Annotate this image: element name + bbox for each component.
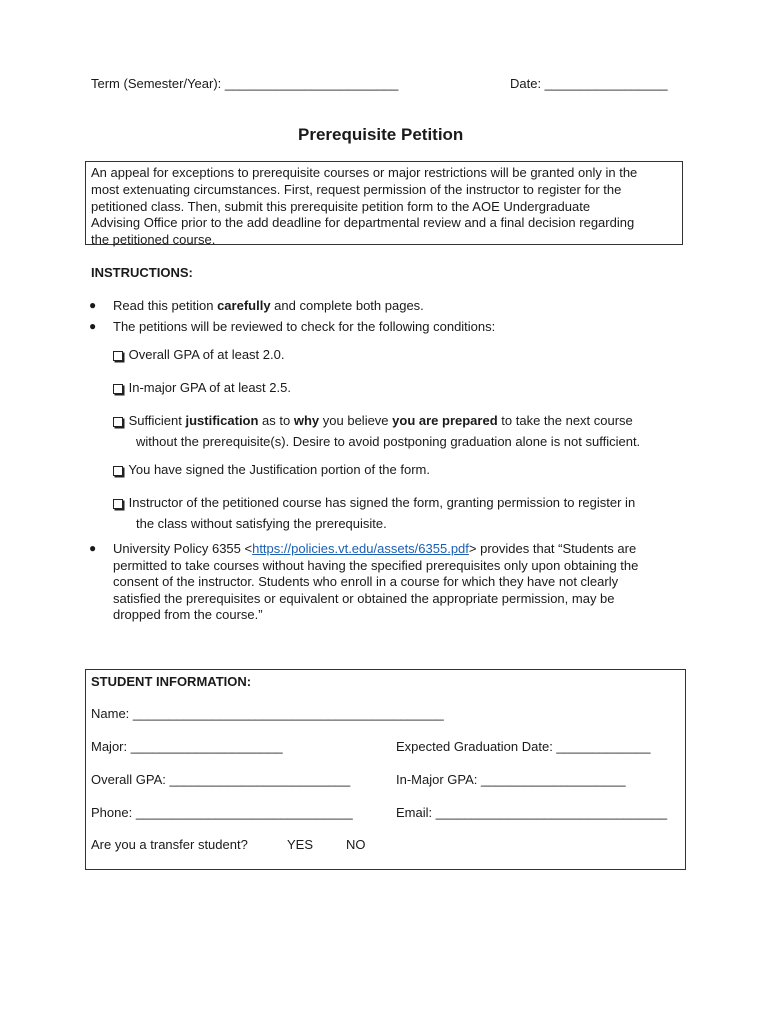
checkbox-icon[interactable]	[113, 499, 123, 509]
intro-line: most extenuating circumstances. First, request permission of the instructor to register for the	[91, 181, 622, 197]
policy-text: University Policy 6355 <https://policies.vt.edu/assets/6355.pdf> provides that “Students are permitted to take courses without having the specified prerequisites only upon obtaining the consent of the instructor. Students who enroll in a course for which they have not clearly satisfied the prerequisites or equivalent or obtained the appropriate permission, may be dropped from the course.”	[113, 541, 639, 622]
intro-line: the petitioned course.	[91, 232, 216, 248]
checklist-item: You have signed the Justification portion of the form.	[113, 462, 430, 477]
intro-line: Advising Office prior to the add deadline for departmental review and a final decision regarding	[91, 215, 635, 231]
checkbox-icon[interactable]	[113, 417, 123, 427]
bullet-icon: ●	[89, 319, 97, 333]
graduation-date-field[interactable]: Expected Graduation Date: _____________	[396, 739, 651, 754]
instructions-heading: INSTRUCTIONS:	[91, 265, 193, 280]
checklist-item: Instructor of the petitioned course has signed the form, granting permission to register in	[113, 495, 635, 510]
transfer-yes-option[interactable]: YES	[287, 837, 314, 852]
date-field[interactable]: Date: _________________	[510, 76, 668, 91]
intro-line: petitioned class. Then, submit this prerequisite petition form to the AOE Undergraduate	[91, 198, 591, 214]
phone-field[interactable]: Phone: ______________________________	[91, 805, 353, 820]
term-field[interactable]: Term (Semester/Year): ________________________	[91, 76, 399, 91]
instruction-item: Read this petition carefully and complete both pages.	[113, 298, 424, 313]
bullet-icon: ●	[89, 298, 97, 312]
name-field[interactable]: Name: ___________________________________________	[91, 706, 444, 721]
checklist-item-continuation: without the prerequisite(s). Desire to avoid postponing graduation alone is not sufficient.	[136, 434, 641, 449]
policy-link[interactable]: https://policies.vt.edu/assets/6355.pdf	[252, 541, 469, 556]
email-field[interactable]: Email: ________________________________	[396, 805, 668, 820]
transfer-no-option[interactable]: NO	[346, 837, 366, 852]
bullet-icon: ●	[89, 541, 97, 555]
checkbox-icon[interactable]	[113, 466, 123, 476]
transfer-question: Are you a transfer student?	[91, 837, 248, 852]
checklist-item: Sufficient justification as to why you believe you are prepared to take the next course	[113, 413, 633, 428]
instruction-item: The petitions will be reviewed to check for the following conditions:	[113, 319, 496, 334]
major-field[interactable]: Major: _____________________	[91, 739, 283, 754]
student-info-heading: STUDENT INFORMATION:	[91, 674, 252, 689]
checklist-item-continuation: the class without satisfying the prerequisite.	[136, 516, 387, 531]
overall-gpa-field[interactable]: Overall GPA: _________________________	[91, 772, 351, 787]
checklist-item: In-major GPA of at least 2.5.	[113, 380, 291, 395]
intro-box	[85, 161, 683, 248]
intro-line: An appeal for exceptions to prerequisite courses or major restrictions will be granted only in the	[91, 165, 638, 180]
checkbox-icon[interactable]	[113, 384, 123, 394]
inmajor-gpa-field[interactable]: In-Major GPA: ____________________	[396, 772, 626, 787]
checkbox-icon[interactable]	[113, 351, 123, 361]
checklist-item: Overall GPA of at least 2.0.	[113, 347, 284, 362]
page-title: Prerequisite Petition	[298, 125, 464, 144]
